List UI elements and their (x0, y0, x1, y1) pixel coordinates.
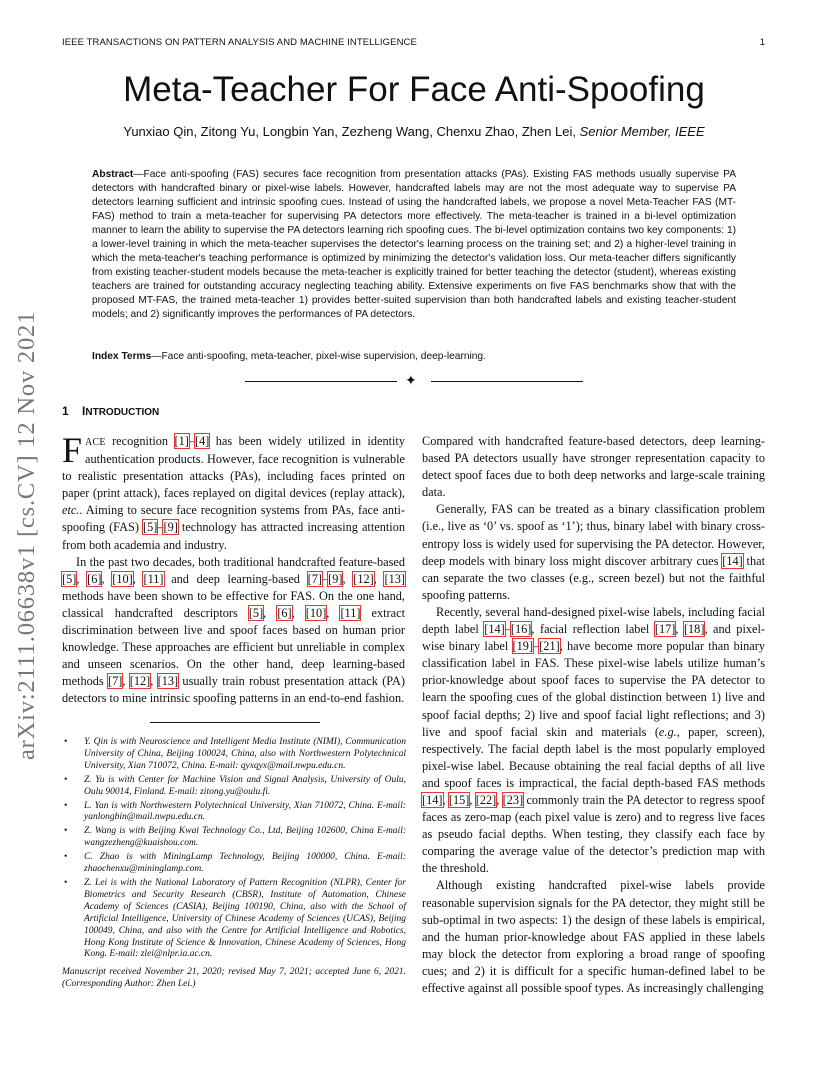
citation-link[interactable]: [23] (502, 792, 524, 807)
text: that can separate the two classes (e.g., screen bezel) but not the faithful spoofing patterns. (422, 553, 765, 602)
citation-link[interactable]: [12] (353, 571, 374, 586)
text: , (263, 605, 278, 620)
citation-link[interactable]: [10] (305, 605, 327, 620)
section-title-initial: I (82, 404, 86, 418)
abstract (92, 168, 736, 322)
footnote-item (62, 801, 406, 825)
paragraph (422, 604, 765, 878)
index-terms (92, 351, 736, 362)
manuscript-note: Manuscript received November 21, 2020; revised May 7, 2021; accepted June 6, 2021. (Corresponding Author: Zhen Lei.) (62, 967, 406, 990)
footnote-item (62, 737, 406, 773)
citation-link[interactable]: [14] (722, 553, 743, 568)
footnote-text: Z. Lei is with the National Laboratory of Pattern Recognition (NLPR), Center for Biometrics and Security Research (CBSR), Institute of Automation, Chinese Academy of Sciences (CASIA), Beijing 100190, China, also with the School of Artificial Intelligence, University of Chinese Academy of Sciences (UCAS), Beijing 100049, China, and also with the Centre for Artificial Intelligence and Robotics, Hong Kong Institute of Science & Innovation, Chinese Academy of Sciences, Hong Kong. E-mail: zlei@nlpr.ia.ac.cn. (84, 877, 406, 960)
footnote-item (62, 775, 406, 799)
citation-link[interactable]: [21] (539, 639, 560, 654)
citation-link[interactable]: [12] (129, 674, 151, 689)
text: , (101, 571, 113, 586)
text: recognition (105, 434, 175, 448)
text: . Aiming to secure face recognition systems from PAs, face anti-spoofing (FAS) (62, 503, 405, 535)
text: , (442, 792, 449, 807)
divider-line-left (245, 381, 397, 382)
text: technology has attracted increasing attention from both academia and industry. (62, 520, 405, 552)
index-terms-text: —Face anti-spoofing, meta-teacher, pixel-wise supervision, deep-learning. (151, 351, 486, 362)
text: , (76, 571, 88, 586)
text: In the past two decades, both traditional handcrafted feature-based (76, 554, 405, 569)
text: , (326, 605, 341, 620)
text: – (321, 571, 329, 586)
section-number: 1 (62, 404, 69, 418)
text: , (675, 622, 684, 637)
citation-link[interactable]: [11] (340, 605, 361, 620)
footnote-item (62, 878, 406, 961)
right-column (422, 433, 765, 997)
left-column (62, 430, 405, 708)
arxiv-stamp: arXiv:2111.06638v1 [cs.CV] 12 Nov 2021 (13, 310, 40, 760)
bullet-icon: • (64, 774, 68, 785)
text: and deep learning-based (163, 571, 308, 586)
citation-link[interactable]: [6] (87, 571, 102, 586)
citation-link[interactable]: [5] (142, 520, 158, 535)
abstract-text: —Face anti-spoofing (FAS) secures face recognition from presentation attacks (PAs). Existing FAS methods usually supervise PA detectors with handcrafted binary or pixel-wise labels. However, handcrafted labels may are not the most adequate way to supervise PA detectors learning sufficient and intrinsic spoofing cues. Instead of using the handcrafted labels, we propose a novel Meta-Teacher FAS (MT-FAS) method to train a meta-teacher for supervising PA detectors more effectively. The meta-teacher is trained in a bi-level optimization manner to learn the ability to supervise the PA detectors learning rich spoofing cues. The bi-level optimization contains two key components: 1) a lower-level training in which the meta-teacher supervises the detector's learning process on the training set; and 2) a higher-level training in which the meta-teacher's teaching performance is optimized by minimizing the detector's validation loss. Our meta-teacher differs significantly from existing teacher-student models because the meta-teacher is explicitly trained for better teaching the detector (student), whereas existing teachers are trained for outstanding accuracy neglecting teaching ability. Extensive experiments on five FAS benchmarks show that with the proposed MT-FAS, the trained meta-teacher 1) provides better-suited supervision than both handcrafted labels and existing teacher-student models; and 2) significantly improves the performances of PA detectors. (92, 169, 736, 320)
citation-link[interactable]: [22] (475, 792, 497, 807)
footnote-text: C. Zhao is with MiningLamp Technology, Beijing 100000, China. E-mail: zhaochenxu@mininglamp.com. (84, 852, 406, 875)
citation-link[interactable]: [14] (422, 792, 443, 807)
text: methods have been shown to be effective for FAS. On the one hand, classical handcrafted descriptors (62, 588, 405, 620)
running-header: IEEE TRANSACTIONS ON PATTERN ANALYSIS AND MACHINE INTELLIGENCE (62, 37, 417, 48)
citation-link[interactable]: [10] (112, 571, 133, 586)
citation-link[interactable]: [19] (512, 639, 534, 654)
text: – (533, 639, 540, 654)
bullet-icon: • (64, 826, 68, 837)
citation-link[interactable]: [1] (174, 434, 189, 448)
index-terms-label: Index Terms (92, 351, 152, 362)
citation-link[interactable]: [13] (384, 571, 405, 586)
bullet-icon: • (64, 877, 68, 888)
text: has been widely utilized in identity authentication products. However, face recognition is vulnerable to realistic presentation attacks (PAs), including faces printed on paper (print attack), faces replayed on digital devices (replay attack), (62, 434, 405, 501)
text: , (132, 571, 144, 586)
citation-link[interactable]: [5] (248, 605, 264, 620)
author-names: Yunxiao Qin, Zitong Yu, Longbin Yan, Zezheng Wang, Chenxu Zhao, Zhen Lei, (123, 124, 580, 139)
citation-link[interactable]: [16] (510, 622, 532, 637)
text: Recently, several hand-designed pixel-wise labels, including facial depth label (422, 604, 765, 637)
paragraph: Although existing handcrafted pixel-wise labels provide reasonable supervision signals for the PA detector, they might still be sub-optimal in two aspects: 1) the design of these labels is empirical, and the human prior-knowledge about FAS applied in these labels may block the detector from exploring a broad range of spoofing cues; and 2) it is difficult for a specific human-defined label to be effective against all possible spoof types. As increasingly challenging (422, 878, 765, 995)
text: , and pixel-wise binary label (422, 622, 765, 654)
footnote-rule (150, 722, 320, 723)
citation-link[interactable]: [11] (143, 571, 164, 586)
text: , (373, 571, 385, 586)
footnote-text: Y. Qin is with Neuroscience and Intelligent Media Institute (NIMI), Communication University of China, Beijing 100024, China, also with Northwestern Polytechnical University, Xian 710072, China. E-mail: qyxqyx@mail.nwpu.edu.cn. (84, 737, 406, 771)
text: Generally, FAS can be treated as a binary classification problem (i.e., live as ‘0’ vs. spoof as ‘1’); thus, binary label with binary cross-entropy loss is widely used for supervising the PA detector. However, deep models with binary loss might discover arbitrary cues (422, 502, 765, 568)
citation-link[interactable]: [7] (107, 674, 123, 689)
footnote-item (62, 852, 406, 876)
citation-link[interactable]: [18] (683, 622, 705, 637)
footnote-item (62, 826, 406, 850)
citation-link[interactable]: [4] (195, 434, 210, 448)
paper-title: Meta-Teacher For Face Anti-Spoofing (123, 70, 705, 109)
citation-link[interactable]: [6] (277, 605, 292, 620)
text: extract discrimination between live and spoof faces based on human prior knowledge. These approaches are efficient but unreliable in complex and unseen scenarios. On the other hand, deep learning-based methods (62, 605, 405, 689)
citation-link[interactable]: [13] (157, 674, 179, 689)
text: , have become more popular than binary classification label in FAS. These pixel-wise labels utilize human’s prior-knowledge about spoof faces to supervise the PA detector to learn the spoofing cues of the global distinction between 1) live and spoof facial depths; 2) live and spoof facial light reflections; and 3) live and spoof facial skin and materials ( (422, 639, 766, 739)
paragraph (62, 554, 405, 708)
footnote-text: L. Yan is with Northwestern Polytechnical University, Xian 710072, China. E-mail: yanlongbin@mail.nwpu.edu.cn. (84, 800, 406, 823)
text: , (469, 792, 476, 807)
citation-link[interactable]: [14] (484, 622, 505, 637)
citation-link[interactable]: [9] (328, 571, 343, 586)
citation-link[interactable]: [9] (163, 520, 178, 535)
text: , paper, screen), respectively. The facial depth label is the most popularly employed pixel-wise label. Because obtaining the real facial depths of all live and spoof faces is impractical, the facial depth-based FAS methods (422, 724, 765, 790)
text: usually train robust presentation attack (PA) detectors to mine intrinsic spoofing patterns in an end-to-end fashion. (62, 674, 405, 706)
text: , (496, 792, 503, 807)
text: – (504, 622, 511, 637)
page-number: 1 (759, 37, 765, 48)
section-divider (245, 374, 583, 389)
citation-link[interactable]: [5] (62, 571, 77, 586)
section-heading (62, 404, 159, 418)
text: , (342, 571, 354, 586)
smallcaps-text: ACE (85, 437, 106, 448)
text: – (157, 520, 164, 535)
text: , (150, 674, 158, 689)
author-membership: Senior Member, IEEE (579, 124, 705, 139)
citation-link[interactable]: [7] (307, 571, 322, 586)
divider-ornament-icon: ✦ (405, 374, 417, 389)
bullet-icon: • (64, 737, 68, 747)
footnote-text: Z. Wang is with Beijing Kwai Technology Co., Ltd, Beijing 102600, China E-mail: wangzezheng@kuaishou.com. (84, 826, 406, 849)
footnote-text: Z. Yu is with Center for Machine Vision and Signal Analysis, University of Oulu, Oulu 90014, Finland. E-mail: zitong.yu@oulu.fi. (84, 774, 406, 797)
author-list (0, 124, 828, 139)
text: , (122, 674, 130, 689)
text: etc. (62, 503, 80, 518)
section-title-rest: NTRODUCTION (85, 407, 160, 418)
footnotes (62, 737, 406, 991)
bullet-icon: • (64, 852, 68, 863)
text: – (188, 434, 195, 448)
text: , (291, 605, 306, 620)
bullet-icon: • (64, 800, 68, 811)
drop-cap: F (62, 430, 83, 470)
citation-link[interactable]: [17] (654, 622, 676, 637)
text: commonly train the PA detector to regress spoof faces as zero-map (each pixel value is zero) and to regress live faces as pseudo facial depths. When testing, they classify each face by comparing the average value of the detector’s prediction map with the threshold. (422, 792, 765, 876)
paragraph (62, 430, 405, 554)
abstract-label: Abstract (92, 169, 134, 180)
paragraph: Compared with handcrafted feature-based detectors, deep learning-based PA detectors usually have stronger representation capacity to detect spoof faces due to both deep networks and large-scale training data. (422, 434, 765, 500)
paragraph (422, 501, 765, 604)
text: e.g. (658, 724, 677, 739)
divider-line-right (431, 381, 583, 382)
text: , facial reflection label (531, 622, 655, 637)
citation-link[interactable]: [15] (448, 792, 470, 807)
